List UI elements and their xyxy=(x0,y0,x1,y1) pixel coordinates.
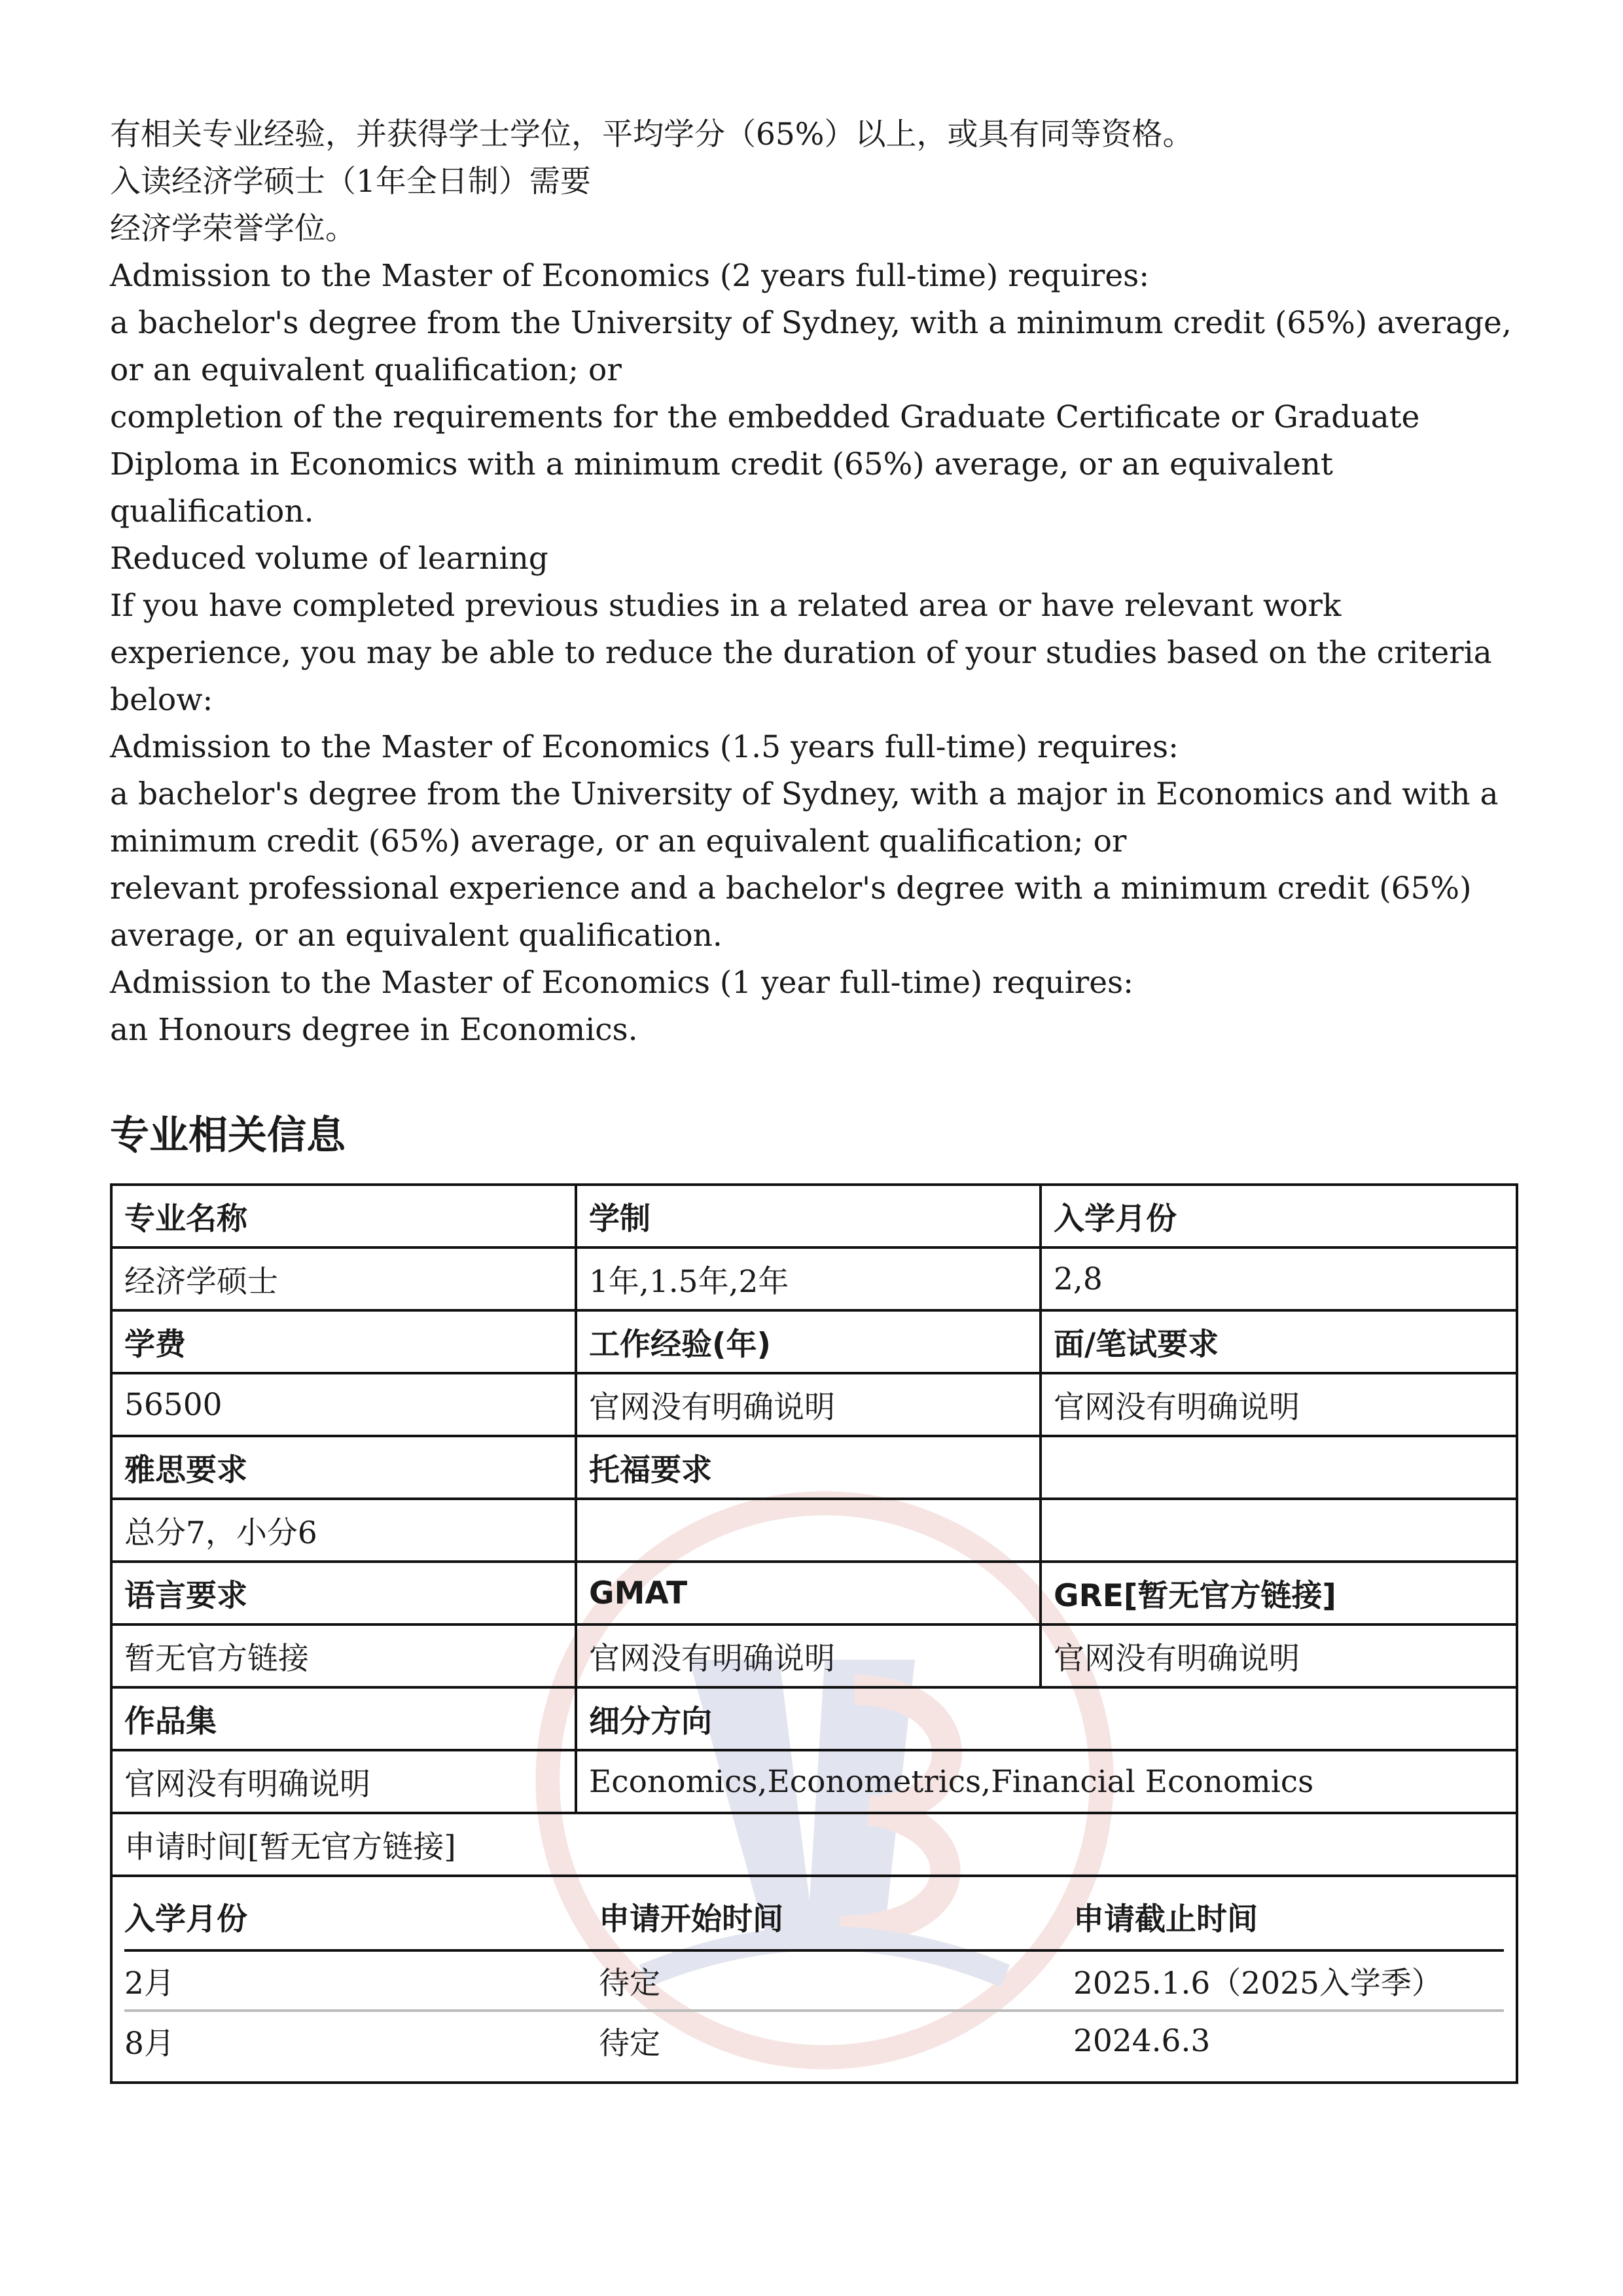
schedule-header: 入学月份 xyxy=(124,1901,247,1937)
value-cell: 经济学硕士 xyxy=(113,1249,577,1309)
table-row xyxy=(113,1626,1516,1689)
section-title: 专业相关信息 xyxy=(110,1113,346,1158)
table-row xyxy=(113,1500,1516,1563)
header-cell xyxy=(1042,1437,1516,1498)
schedule-row xyxy=(124,2012,1504,2070)
intro-line: or an equivalent qualification; or xyxy=(110,352,622,388)
schedule-row xyxy=(124,1952,1504,2012)
table-row xyxy=(113,1437,1516,1500)
intro-line: Admission to the Master of Economics (2 years full-time) requires: xyxy=(110,258,1150,294)
header-cell: GMAT xyxy=(577,1563,1042,1623)
table-row xyxy=(113,1563,1516,1626)
table-row xyxy=(113,1186,1516,1249)
value-cell: 总分7，小分6 xyxy=(113,1500,577,1560)
value-cell: 1年,1.5年,2年 xyxy=(577,1249,1042,1309)
header-cell: 雅思要求 xyxy=(113,1437,577,1498)
table-row xyxy=(113,1374,1516,1437)
value-cell xyxy=(1042,1500,1516,1560)
value-cell: 官网没有明确说明 xyxy=(1054,1640,1300,1677)
value-cell: Economics,Econometrics,Financial Economics xyxy=(589,1763,1314,1800)
header-cell: 托福要求 xyxy=(577,1437,1042,1498)
program-info-table xyxy=(110,1183,1518,2084)
table-row xyxy=(113,1751,1516,1814)
table-row xyxy=(113,1814,1516,1877)
table-row xyxy=(113,1312,1516,1374)
table-row xyxy=(113,1249,1516,1312)
header-cell: 入学月份 xyxy=(1054,1200,1177,1237)
intro-line: Admission to the Master of Economics (1 year full-time) requires: xyxy=(110,965,1133,1001)
schedule-cell: 2月 xyxy=(124,1965,175,2001)
schedule-cell: 待定 xyxy=(599,1965,660,2001)
application-time-label: 申请时间[暂无官方链接] xyxy=(124,1829,456,1865)
intro-line: a bachelor's degree from the University of Sydney, with a minimum credit (65%) average, xyxy=(110,305,1512,341)
header-cell: 作品集 xyxy=(113,1689,577,1749)
intro-text xyxy=(110,111,1524,1054)
intro-line: Admission to the Master of Economics (1.5 years full-time) requires: xyxy=(110,729,1179,765)
application-schedule xyxy=(113,1877,1516,2081)
schedule-cell: 2024.6.3 xyxy=(1073,2022,1211,2059)
header-cell: 语言要求 xyxy=(113,1563,577,1623)
table-row xyxy=(113,1689,1516,1751)
intro-line: 经济学荣誉学位。 xyxy=(110,211,356,247)
value-cell: 官网没有明确说明 xyxy=(577,1374,1042,1435)
header-cell: 面/笔试要求 xyxy=(1054,1326,1219,1363)
value-cell: 2,8 xyxy=(1054,1261,1103,1297)
intro-line: a bachelor's degree from the University of Sydney, with a major in Economics and with a xyxy=(110,776,1499,812)
value-cell: 官网没有明确说明 xyxy=(577,1626,1042,1686)
header-cell: 工作经验(年) xyxy=(577,1312,1042,1372)
value-cell: 56500 xyxy=(113,1374,577,1435)
header-cell: 学制 xyxy=(577,1186,1042,1246)
schedule-cell: 8月 xyxy=(124,2025,175,2062)
intro-line: an Honours degree in Economics. xyxy=(110,1012,638,1048)
intro-line: qualification. xyxy=(110,493,314,529)
value-cell: 官网没有明确说明 xyxy=(113,1751,577,1812)
intro-line: completion of the requirements for the embedded Graduate Certificate or Graduate xyxy=(110,399,1420,435)
intro-line: 入读经济学硕士（1年全日制）需要 xyxy=(110,164,591,200)
intro-line: minimum credit (65%) average, or an equivalent qualification; or xyxy=(110,823,1127,859)
intro-line: average, or an equivalent qualification. xyxy=(110,918,722,954)
header-cell: 学费 xyxy=(113,1312,577,1372)
intro-line: relevant professional experience and a bachelor's degree with a minimum credit (65%) xyxy=(110,870,1472,906)
intro-line: below: xyxy=(110,682,213,718)
header-cell: GRE[暂无官方链接] xyxy=(1054,1577,1336,1614)
intro-line: Diploma in Economics with a minimum credit (65%) average, or an equivalent xyxy=(110,446,1333,482)
intro-line: Reduced volume of learning xyxy=(110,541,548,577)
value-cell: 暂无官方链接 xyxy=(113,1626,577,1686)
value-cell: 官网没有明确说明 xyxy=(1054,1389,1300,1426)
schedule-header: 申请截止时间 xyxy=(1073,1901,1258,1937)
intro-line: 有相关专业经验，并获得学士学位，平均学分（65%）以上，或具有同等资格。 xyxy=(110,117,1194,152)
intro-line: experience, you may be able to reduce the duration of your studies based on the criteria xyxy=(110,635,1492,671)
intro-line: If you have completed previous studies in a related area or have relevant work xyxy=(110,588,1342,624)
schedule-header-row xyxy=(124,1884,1504,1952)
schedule-header: 申请开始时间 xyxy=(599,1901,783,1937)
header-cell: 专业名称 xyxy=(113,1186,577,1246)
schedule-cell: 2025.1.6（2025入学季） xyxy=(1073,1965,1442,2001)
value-cell xyxy=(577,1500,1042,1560)
header-cell: 细分方向 xyxy=(589,1703,712,1740)
schedule-cell: 待定 xyxy=(599,2025,660,2062)
